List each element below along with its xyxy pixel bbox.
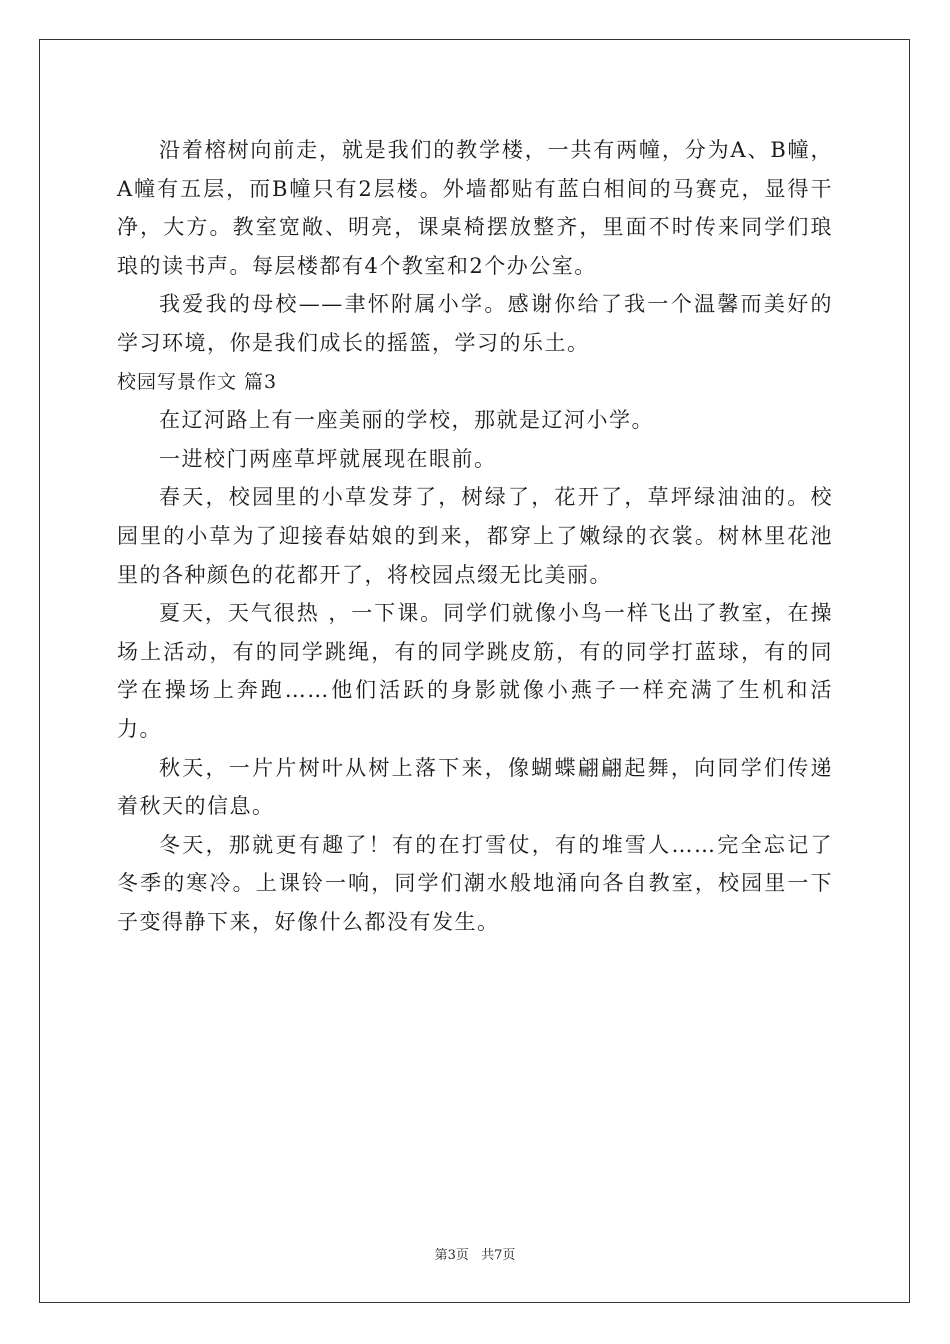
section-title: 校园写景作文 篇3 xyxy=(117,370,278,393)
paragraph: 一进校门两座草坪就展现在眼前。 xyxy=(159,446,497,471)
document-body xyxy=(117,131,833,941)
paragraph: 在辽河路上有一座美丽的学校，那就是辽河小学。 xyxy=(159,408,654,433)
paragraph: 沿着榕树向前走，就是我们的教学楼，一共有两幢，分为A、B幢，A幢有五层，而B幢只有2层楼。外墙都贴有蓝白相间的马赛克，显得干净，大方。教室宽敞、明亮，课桌椅摆放整齐，里面不时传来同学们琅琅的读书声。每层楼都有4个教室和2个办公室。 xyxy=(117,138,833,278)
paragraph: 秋天，一片片树叶从树上落下来，像蝴蝶翩翩起舞，向同学们传递着秋天的信息。 xyxy=(117,755,833,819)
paragraph: 夏天，天气很热 ，一下课。同学们就像小鸟一样飞出了教室，在操场上活动，有的同学跳绳，有的同学跳皮筋，有的同学打蓝球，有的同学在操场上奔跑……他们活跃的身影就像小燕子一样充满了生机和活力。 xyxy=(117,601,833,741)
paragraph: 春天，校园里的小草发芽了，树绿了，花开了，草坪绿油油的。校园里的小草为了迎接春姑娘的到来，都穿上了嫩绿的衣裳。树林里花池里的各种颜色的花都开了，将校园点缀无比美丽。 xyxy=(117,485,833,587)
paragraph: 我爱我的母校——聿怀附属小学。感谢你给了我一个温馨而美好的学习环境，你是我们成长的摇篮，学习的乐土。 xyxy=(117,292,833,355)
page-number: 第3页 xyxy=(434,1248,469,1263)
paragraph: 冬天，那就更有趣了！有的在打雪仗，有的堆雪人……完全忘记了冬季的寒冷。上课铃一响，同学们潮水般地涌向各自教室，校园里一下子变得静下来，好像什么都没有发生。 xyxy=(117,832,833,934)
page-footer xyxy=(0,1244,950,1263)
page-total: 共7页 xyxy=(481,1248,516,1263)
